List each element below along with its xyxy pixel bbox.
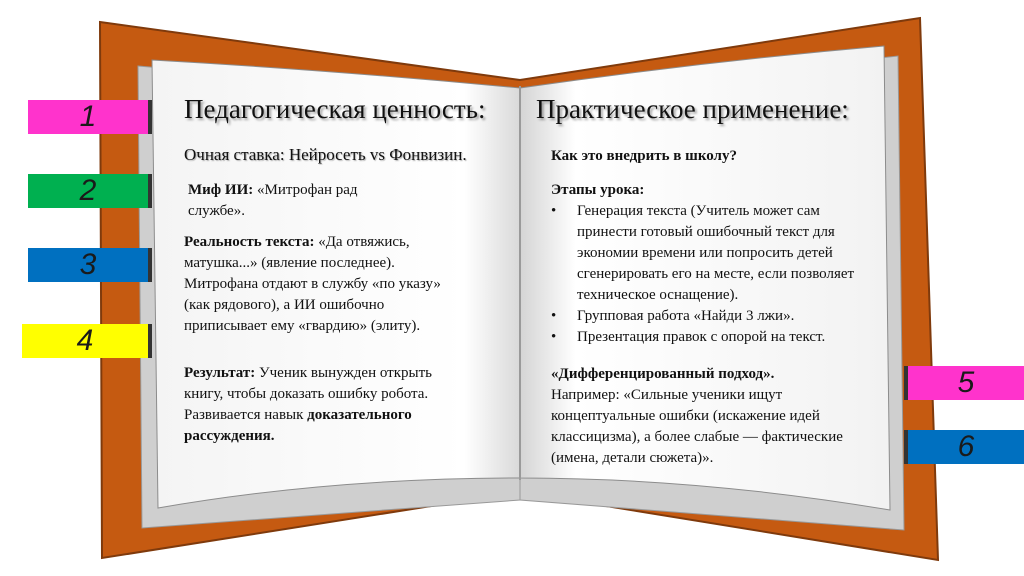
reality-label: Реальность текста: <box>184 234 315 250</box>
myth-text: «Митрофан рад службе». <box>188 182 358 219</box>
left-heading: Педагогическая ценность: <box>184 94 486 124</box>
result-label: Результат: <box>184 365 256 381</box>
stages-block <box>551 180 877 348</box>
list-item: • Презентация правок с опорой на текст. <box>577 327 877 348</box>
tab-5[interactable]: 5 <box>904 366 1024 400</box>
list-item: • Генерация текста (Учитель может сам принести готовый ошибочный текст для экономии времени или попросить детей сгенерировать его на месте, если позволяет техническое оснащение). <box>577 201 877 306</box>
left-subheading: Очная ставка: Нейросеть vs Фонвизин. <box>184 145 467 164</box>
result-bold-end: доказательного рассуждения. <box>184 407 412 444</box>
stages-label: Этапы урока: <box>551 182 645 198</box>
approach-block <box>551 364 861 469</box>
tab-6[interactable]: 6 <box>904 430 1024 464</box>
myth-block <box>188 180 378 222</box>
list-item: • Групповая работа «Найди 3 лжи». <box>577 306 877 327</box>
reality-text: «Да отвяжись, матушка...» (явление последнее). Митрофана отдают в службу «по указу» (как рядового), а ИИ ошибочно приписывает ему «гвардию» (элиту). <box>184 234 441 334</box>
question-text: Как это внедрить в школу? <box>551 148 737 164</box>
tab-4[interactable]: 4 <box>22 324 152 358</box>
stages-list <box>551 201 877 348</box>
right-heading: Практическое применение: <box>536 94 849 124</box>
tab-1[interactable]: 1 <box>28 100 152 134</box>
reality-block <box>184 232 459 337</box>
tab-3[interactable]: 3 <box>28 248 152 282</box>
tab-2[interactable]: 2 <box>28 174 152 208</box>
approach-text: Например: «Сильные ученики ищут концептуальные ошибки (искажение идей классицизма), а более слабые — фактические (имена, детали сюжета)». <box>551 387 843 466</box>
approach-label: «Дифференцированный подход». <box>551 366 775 382</box>
result-block <box>184 363 452 447</box>
right-question <box>551 146 871 167</box>
result-text: Ученик вынужден открыть книгу, чтобы доказать ошибку робота. Развивается навык <box>184 365 432 423</box>
myth-label: Миф ИИ: <box>188 182 254 198</box>
